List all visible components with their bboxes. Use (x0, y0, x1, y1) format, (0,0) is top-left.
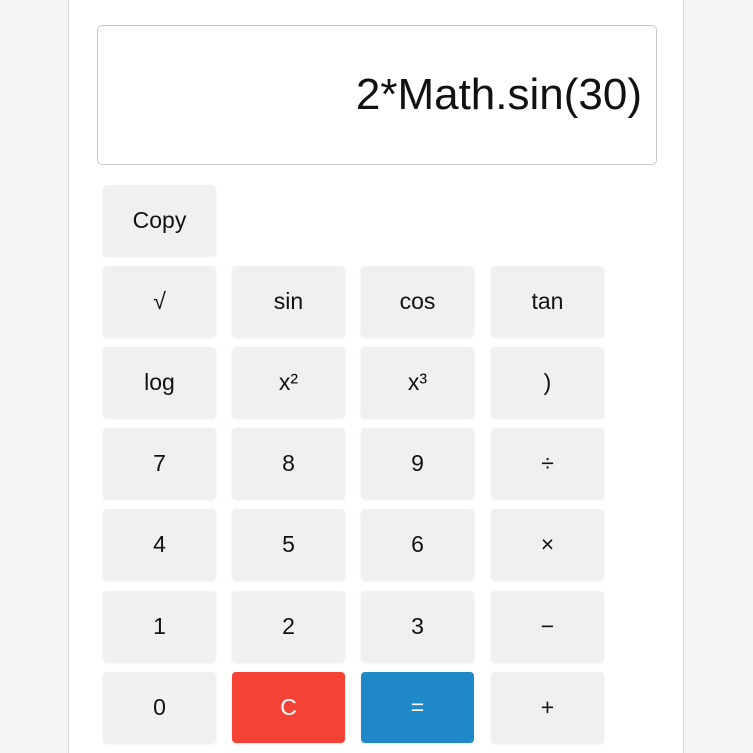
digit-0-button[interactable]: 0 (103, 672, 216, 743)
clear-button[interactable]: C (232, 672, 345, 743)
sqrt-button[interactable]: √ (103, 266, 216, 337)
divide-button[interactable]: ÷ (491, 428, 604, 499)
display-expression: 2*Math.sin(30) (355, 70, 642, 119)
equals-button[interactable]: = (361, 672, 474, 743)
calculator-display (97, 25, 657, 165)
minus-button[interactable]: − (491, 591, 604, 662)
tan-button[interactable]: tan (491, 266, 604, 337)
digit-4-button[interactable]: 4 (103, 509, 216, 580)
log-button[interactable]: log (103, 347, 216, 418)
cube-button[interactable]: x³ (361, 347, 474, 418)
digit-6-button[interactable]: 6 (361, 509, 474, 580)
multiply-button[interactable]: × (491, 509, 604, 580)
digit-1-button[interactable]: 1 (103, 591, 216, 662)
cos-button[interactable]: cos (361, 266, 474, 337)
digit-9-button[interactable]: 9 (361, 428, 474, 499)
copy-button[interactable]: Copy (103, 185, 216, 256)
close-paren-button[interactable]: ) (491, 347, 604, 418)
digit-2-button[interactable]: 2 (232, 591, 345, 662)
digit-8-button[interactable]: 8 (232, 428, 345, 499)
square-button[interactable]: x² (232, 347, 345, 418)
plus-button[interactable]: + (491, 672, 604, 743)
calculator-app (68, 0, 684, 753)
digit-7-button[interactable]: 7 (103, 428, 216, 499)
digit-3-button[interactable]: 3 (361, 591, 474, 662)
sin-button[interactable]: sin (232, 266, 345, 337)
digit-5-button[interactable]: 5 (232, 509, 345, 580)
